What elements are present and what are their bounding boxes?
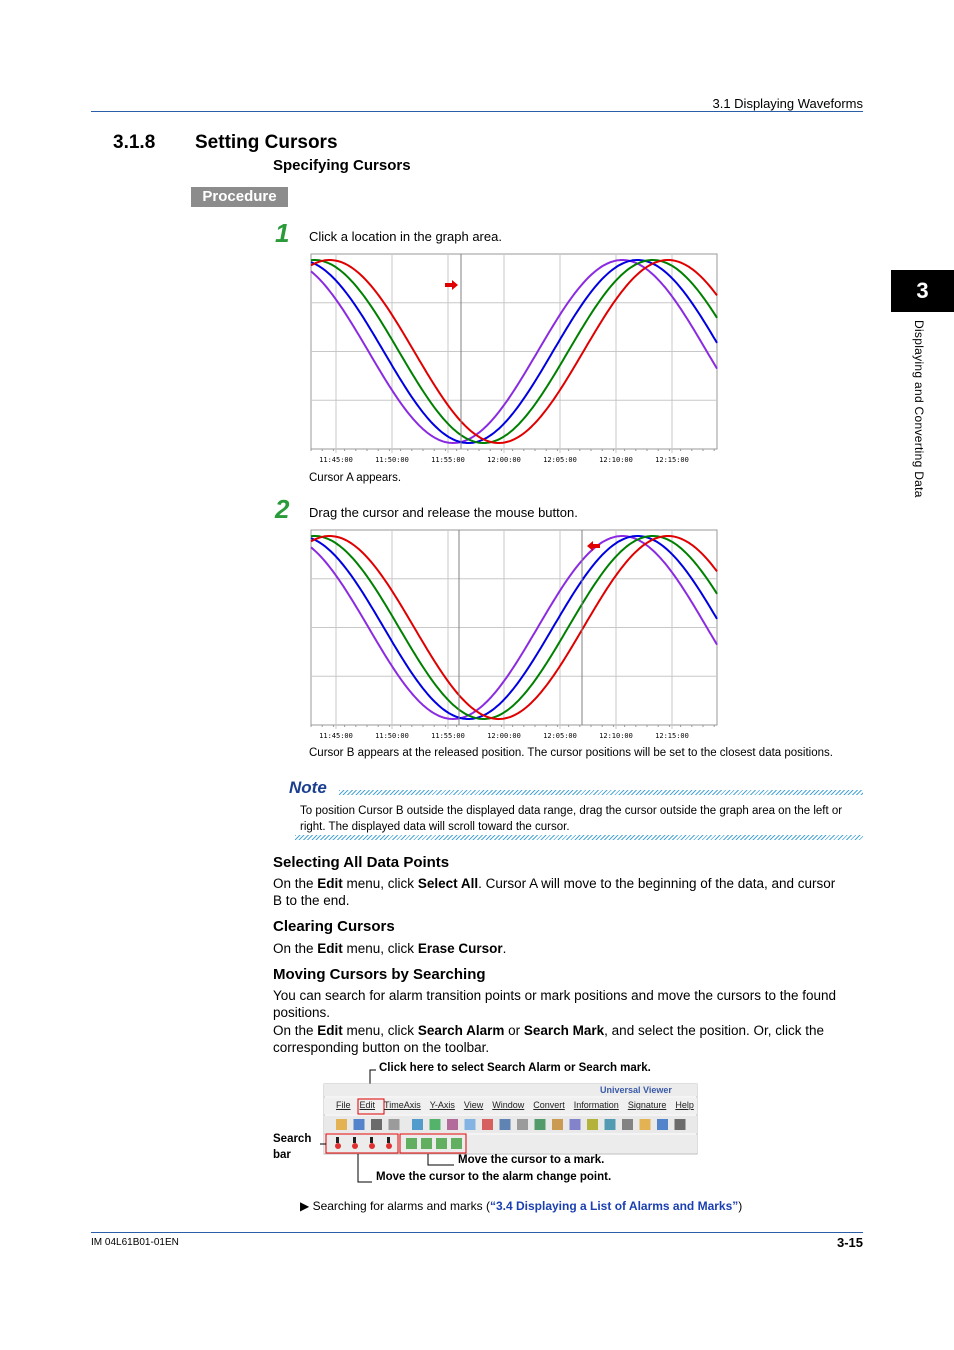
subsection-title-select-all: Selecting All Data Points <box>273 854 450 871</box>
subsection-title-clearing: Clearing Cursors <box>273 918 395 935</box>
menu-item-timeaxis[interactable]: TimeAxis <box>384 1100 421 1110</box>
toolbar-icon[interactable] <box>622 1119 633 1130</box>
menu-item-convert[interactable]: Convert <box>533 1100 565 1110</box>
menu-item-view[interactable]: View <box>463 1100 484 1110</box>
search-alarm-icon[interactable] <box>352 1143 358 1149</box>
x-tick-label: 12:15:00 <box>655 456 689 464</box>
header-rule <box>91 111 863 112</box>
chapter-tab: 3 <box>891 270 954 312</box>
step-number-2: 2 <box>275 494 290 524</box>
menu-item-yaxis[interactable]: Y-Axis <box>429 1100 455 1110</box>
x-tick-label: 11:55:00 <box>431 732 465 740</box>
section-title: Setting Cursors <box>195 132 338 153</box>
search-bar-label-2: bar <box>273 1149 291 1161</box>
searching-paragraph-1: You can search for alarm transition points or mark positions and move the cursors to the found positions. <box>273 988 837 1020</box>
search-alarm-icon[interactable] <box>335 1143 341 1149</box>
x-tick-label: 12:00:00 <box>487 456 521 464</box>
x-tick-label: 12:10:00 <box>599 732 633 740</box>
x-tick-label: 11:45:00 <box>319 732 353 740</box>
note-top-rule <box>339 790 863 795</box>
see-also: ▶ Searching for alarms and marks (“3.4 Displaying a List of Alarms and Marks”) <box>300 1199 743 1213</box>
toolbar-icon[interactable] <box>482 1119 493 1130</box>
app-title: Universal Viewer <box>600 1085 672 1095</box>
toolbar-icon[interactable] <box>657 1119 668 1130</box>
callout-search-menu: Click here to select Search Alarm or Search mark. <box>379 1062 651 1074</box>
toolbar-icon[interactable] <box>465 1119 476 1130</box>
search-mark-icon[interactable] <box>421 1138 432 1149</box>
toolbar-icon[interactable] <box>552 1119 563 1130</box>
toolbar-icon[interactable] <box>675 1119 686 1130</box>
chapter-side-title: Displaying and Converting Data <box>912 320 926 498</box>
step-2-text: Drag the cursor and release the mouse button. <box>309 505 578 520</box>
x-tick-label: 11:45:00 <box>319 456 353 464</box>
toolbar-icon[interactable] <box>587 1119 598 1130</box>
search-alarm-icon[interactable] <box>369 1143 375 1149</box>
x-tick-label: 11:50:00 <box>375 456 409 464</box>
menu-item-signature[interactable]: Signature <box>627 1100 667 1110</box>
waveform-chart-1[interactable] <box>309 252 719 464</box>
toolbar-icon[interactable] <box>389 1119 400 1130</box>
section-number: 3.1.8 <box>113 132 156 153</box>
note-title: Note <box>289 778 327 797</box>
step-1-text: Click a location in the graph area. <box>309 229 502 244</box>
waveform-chart-2[interactable] <box>309 528 719 740</box>
toolbar-icon[interactable] <box>605 1119 616 1130</box>
footer-rule <box>91 1232 863 1233</box>
step-1-caption: Cursor A appears. <box>309 472 402 484</box>
toolbar-icon[interactable] <box>640 1119 651 1130</box>
callout-mark: Move the cursor to a mark. <box>458 1154 605 1166</box>
doc-id: IM 04L61B01-01EN <box>91 1237 179 1248</box>
toolbar-icon[interactable] <box>336 1119 347 1130</box>
toolbar-icon[interactable] <box>535 1119 546 1130</box>
x-tick-label: 11:50:00 <box>375 732 409 740</box>
select-all-paragraph: On the Edit menu, click Select All. Cursor A will move to the beginning of the data, and cursor B to the end. <box>273 876 836 908</box>
step-number-1: 1 <box>275 218 290 248</box>
running-header: 3.1 Displaying Waveforms <box>712 96 863 111</box>
menu-bar <box>336 1100 694 1114</box>
search-mark-icon[interactable] <box>406 1138 417 1149</box>
toolbar-icon[interactable] <box>430 1119 441 1130</box>
toolbar-icon[interactable] <box>570 1119 581 1130</box>
x-tick-label: 12:05:00 <box>543 732 577 740</box>
toolbar-icon[interactable] <box>412 1119 423 1130</box>
menu-item-window[interactable]: Window <box>492 1100 525 1110</box>
x-tick-label: 12:15:00 <box>655 732 689 740</box>
searching-paragraph-2: On the Edit menu, click Search Alarm or Search Mark, and select the position. Or, click the corresponding button on the toolbar. <box>273 1023 825 1055</box>
toolbar-icon[interactable] <box>354 1119 365 1130</box>
search-mark-icon[interactable] <box>451 1138 462 1149</box>
search-bar-label-1: Search <box>273 1133 312 1145</box>
search-mark-icon[interactable] <box>436 1138 447 1149</box>
triangle-icon: ▶ <box>300 1199 310 1213</box>
menu-item-edit[interactable]: Edit <box>359 1100 376 1110</box>
subsection-title-searching: Moving Cursors by Searching <box>273 966 486 983</box>
x-tick-label: 11:55:00 <box>431 456 465 464</box>
x-tick-label: 12:05:00 <box>543 456 577 464</box>
menu-item-file[interactable]: File <box>336 1100 351 1110</box>
step-2-caption: Cursor B appears at the released position. The cursor positions will be set to the closest data positions. <box>309 747 833 759</box>
note-bottom-rule <box>295 835 863 840</box>
toolbar-icon[interactable] <box>500 1119 511 1130</box>
procedure-label: Procedure <box>191 187 288 207</box>
toolbar-icon[interactable] <box>447 1119 458 1130</box>
page-number: 3-15 <box>836 1235 863 1250</box>
menu-item-help[interactable]: Help <box>675 1100 694 1110</box>
subsection-title-specifying: Specifying Cursors <box>273 157 411 174</box>
toolbar-icon[interactable] <box>517 1119 528 1130</box>
note-text: To position Cursor B outside the displayed data range, drag the cursor outside the graph area on the left or right. The displayed data will scroll toward the cursor. <box>300 805 843 833</box>
x-tick-label: 12:00:00 <box>487 732 521 740</box>
menu-item-information[interactable]: Information <box>573 1100 619 1110</box>
x-tick-label: 12:10:00 <box>599 456 633 464</box>
toolbar-icon[interactable] <box>371 1119 382 1130</box>
callout-alarm: Move the cursor to the alarm change point. <box>376 1171 612 1183</box>
search-alarm-icon[interactable] <box>386 1143 392 1149</box>
clearing-paragraph: On the Edit menu, click Erase Cursor. <box>273 941 507 956</box>
link-alarms-marks[interactable]: “3.4 Displaying a List of Alarms and Marks” <box>489 1199 739 1213</box>
